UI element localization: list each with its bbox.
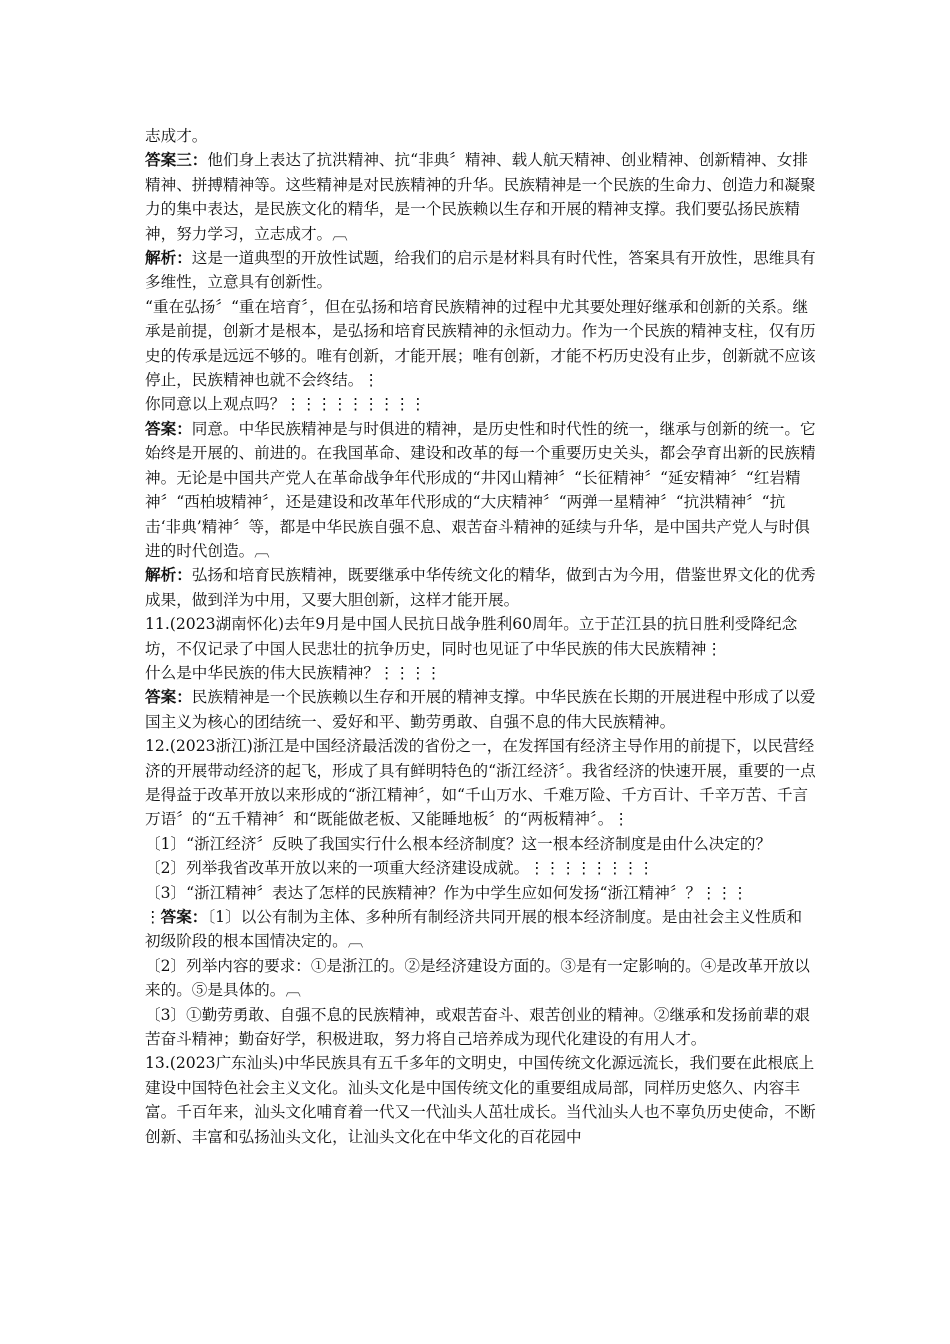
answer-11	[145, 685, 817, 734]
question-11-prompt	[145, 661, 817, 685]
answer-3	[145, 148, 817, 246]
analysis-label: 解析：	[145, 566, 192, 585]
answer-label: 答案：	[160, 908, 208, 926]
paragraph-text: 〔1〕“浙江经济〞反映了我国实行什么根本经济制度？这一根本经济制度是由什么决定的？	[145, 834, 772, 853]
question-13	[145, 1051, 817, 1149]
analysis-text: 这是一道典型的开放性试题，给我们的启示是材料具有时代性，答案具有开放性，思维具有多维性，立意具有创新性。	[145, 249, 816, 292]
answer-text: 〔1〕以公有制为主体、多种所有制经济共同开展的根本经济制度。是由社会主义性质和初级阶段的根本国情决定的。︹	[145, 908, 803, 951]
document-page	[145, 124, 817, 1149]
answer-12-part-1	[145, 905, 817, 954]
question-12-part-3	[145, 881, 817, 905]
paragraph-text: 你同意以上观点吗？⋮⋮⋮⋮⋮⋮⋮⋮⋮	[145, 395, 426, 414]
analysis-2	[145, 563, 817, 612]
analysis-text: 弘扬和培育民族精神，既要继承中华传统文化的精华，做到古为今用，借鉴世界文化的优秀成果，做到洋为中用，又要大胆创新，这样才能开展。	[145, 566, 816, 609]
analysis-1	[145, 246, 817, 295]
paragraph-text: 什么是中华民族的伟大民族精神？⋮⋮⋮⋮	[145, 663, 442, 682]
question-12	[145, 734, 817, 832]
question-11	[145, 612, 817, 661]
paragraph-text: 13.(2023广东汕头)中华民族具有五千多年的文明史，中国传统文化源远流长，我们要在此根底上建设中国特色社会主义文化。汕头文化是中国传统文化的重要组成局部，同样历史悠久、内容丰富。千百年来，汕头文化哺育着一代又一代汕头人茁壮成长。当代汕头人也不辜负历史使命，不断创新、丰富和弘扬汕头文化，让汕头文化在中华文化的百花园中	[145, 1054, 816, 1146]
analysis-label: 解析：	[145, 249, 192, 268]
question-12-part-1	[145, 832, 817, 856]
paragraph-text: 11.(2023湖南怀化)去年9月是中国人民抗日战争胜利60周年。立于芷江县的抗日胜利受降纪念坊，不仅记录了中国人民悲壮的抗争历史，同时也见证了中华民族的伟大民族精神⋮	[145, 615, 798, 658]
paragraph-text: 12.(2023浙江)浙江是中国经济最活泼的省份之一，在发挥国有经济主导作用的前提下，以民营经济的开展带动经济的起飞，形成了具有鲜明特色的“浙江经济〞。我省经济的快速开展，重要的一点是得益于改革开放以来形成的“浙江精神〞，如“千山万水、千难万险、千方百计、千辛万苦、千言万语〞的“五千精神〞和“既能做老板、又能睡地板〞的“两板精神〞。⋮	[145, 737, 816, 829]
paragraph-text: 〔2〕列举我省改革开放以来的一项重大经济建设成就。⋮⋮⋮⋮⋮⋮⋮⋮	[145, 859, 654, 878]
answer-label: 答案：	[145, 688, 192, 707]
answer-label: 答案：	[145, 419, 192, 438]
paragraph-text: 〔2〕列举内容的要求：①是浙江的。②是经济建设方面的。③是有一定影响的。④是改革开放以来的。⑤是具体的。︹	[145, 956, 810, 1000]
paragraph-text: 〔3〕“浙江精神〞表达了怎样的民族精神？作为中学生应如何发扬“浙江精神〞？⋮⋮⋮	[145, 883, 748, 902]
answer-label: 答案三：	[145, 151, 208, 170]
paragraph-prefix: ⋮	[145, 908, 161, 926]
answer-12-part-3	[145, 1003, 817, 1052]
answer-text: 他们身上表达了抗洪精神、抗“非典〞精神、载人航天精神、创业精神、创新精神、女排精神、拼搏精神等。这些精神是对民族精神的升华。民族精神是一个民族的生命力、创造力和凝聚力的集中表达，是民族文化的精华，是一个民族赖以生存和开展的精神支撑。我们要弘扬民族精神，努力学习，立志成才。︹	[145, 151, 816, 243]
paragraph-text: 〔3〕①勤劳勇敢、自强不息的民族精神，或艰苦奋斗、艰苦创业的精神。②继承和发扬前辈的艰苦奋斗精神；勤奋好学，积极进取，努力将自己培养成为现代化建设的有用人才。	[145, 1005, 810, 1049]
paragraph-text: 志成才。	[145, 127, 208, 145]
answer-text: 民族精神是一个民族赖以生存和开展的精神支撑。中华民族在长期的开展进程中形成了以爱国主义为核心的团结统一、爱好和平、勤劳勇敢、自强不息的伟大民族精神。	[145, 688, 816, 731]
paragraph-1	[145, 124, 817, 148]
answer-2	[145, 417, 817, 563]
paragraph-text: “重在弘扬〞“重在培育〞，但在弘扬和培育民族精神的过程中尤其要处理好继承和创新的关系。继承是前提，创新才是根本，是弘扬和培育民族精神的永恒动力。作为一个民族的精神支柱，仅有历史的传承是远远不够的。唯有创新，才能开展；唯有创新，才能不朽历史没有止步，创新就不应该停止，民族精神也就不会终结。⋮	[145, 297, 816, 390]
answer-text: 同意。中华民族精神是与时俱进的精神，是历史性和时代性的统一，继承与创新的统一。它始终是开展的、前进的。在我国革命、建设和改革的每一个重要历史关头，都会孕育出新的民族精神。无论是中国共产党人在革命战争年代形成的“井冈山精神〞“长征精神〞“延安精神〞“红岩精神〞“西柏坡精神〞，还是建设和改革年代形成的“大庆精神〞“两弹一星精神〞“抗洪精神〞“抗击‘非典’精神〞等，都是中华民族自强不息、艰苦奋斗精神的延续与升华，是中国共产党人与时俱进的时代创造。︹	[145, 419, 816, 560]
question-prompt	[145, 392, 817, 416]
answer-12-part-2	[145, 954, 817, 1003]
question-passage	[145, 295, 817, 393]
question-12-part-2	[145, 856, 817, 880]
